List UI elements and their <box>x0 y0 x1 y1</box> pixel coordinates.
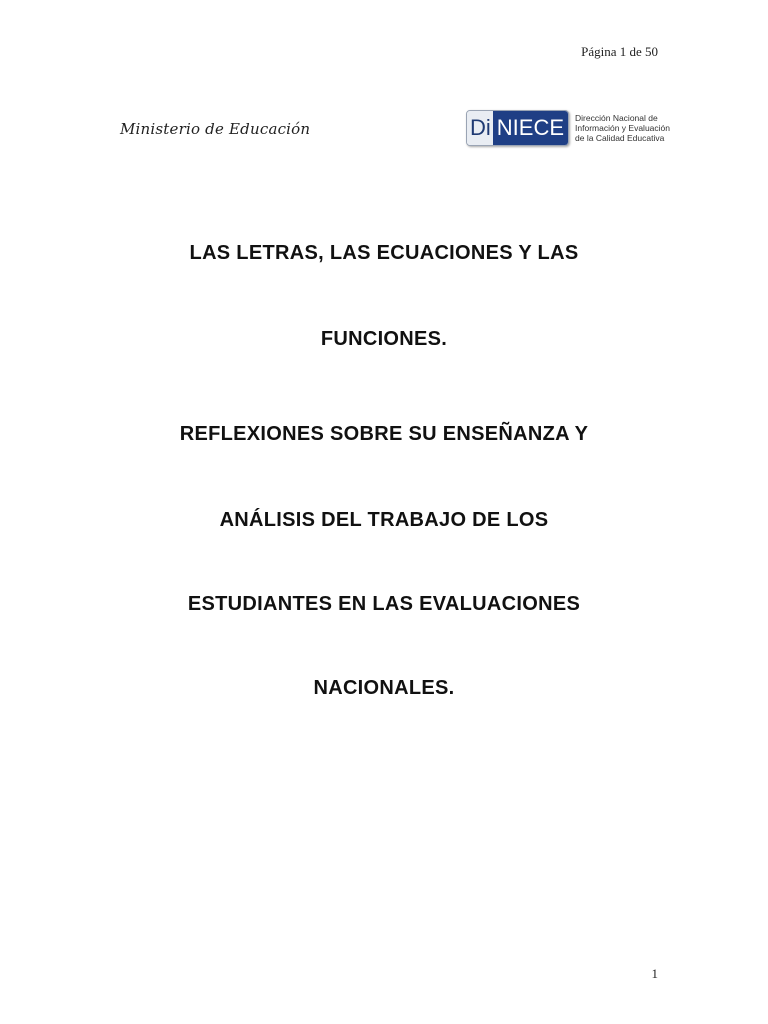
title-line-3: REFLEXIONES SOBRE SU ENSEÑANZA Y <box>179 423 589 445</box>
title-line-4: ANÁLISIS DEL TRABAJO DE LOS <box>219 509 549 531</box>
logo-caption <box>575 113 670 143</box>
diniece-logo <box>466 110 670 146</box>
logo-caption-line: Información y Evaluación <box>575 123 670 133</box>
diniece-logo-mark <box>466 110 569 146</box>
title-line-5: ESTUDIANTES EN LAS EVALUACIONES <box>187 593 581 615</box>
title-line-6: NACIONALES. <box>313 677 455 699</box>
logo-caption-line: de la Calidad Educativa <box>575 133 665 143</box>
logo-mark-di: Di <box>467 111 493 145</box>
logo-mark-niece: NIECE <box>493 111 568 145</box>
logo-caption-line: Dirección Nacional de <box>575 113 658 123</box>
page-indicator: Página 1 de 50 <box>581 44 658 59</box>
title-line-1: LAS LETRAS, LAS ECUACIONES Y LAS <box>189 242 579 264</box>
page-number: 1 <box>651 966 658 981</box>
ministry-name: Ministerio de Educación <box>120 120 311 138</box>
title-line-2: FUNCIONES. <box>320 328 448 350</box>
